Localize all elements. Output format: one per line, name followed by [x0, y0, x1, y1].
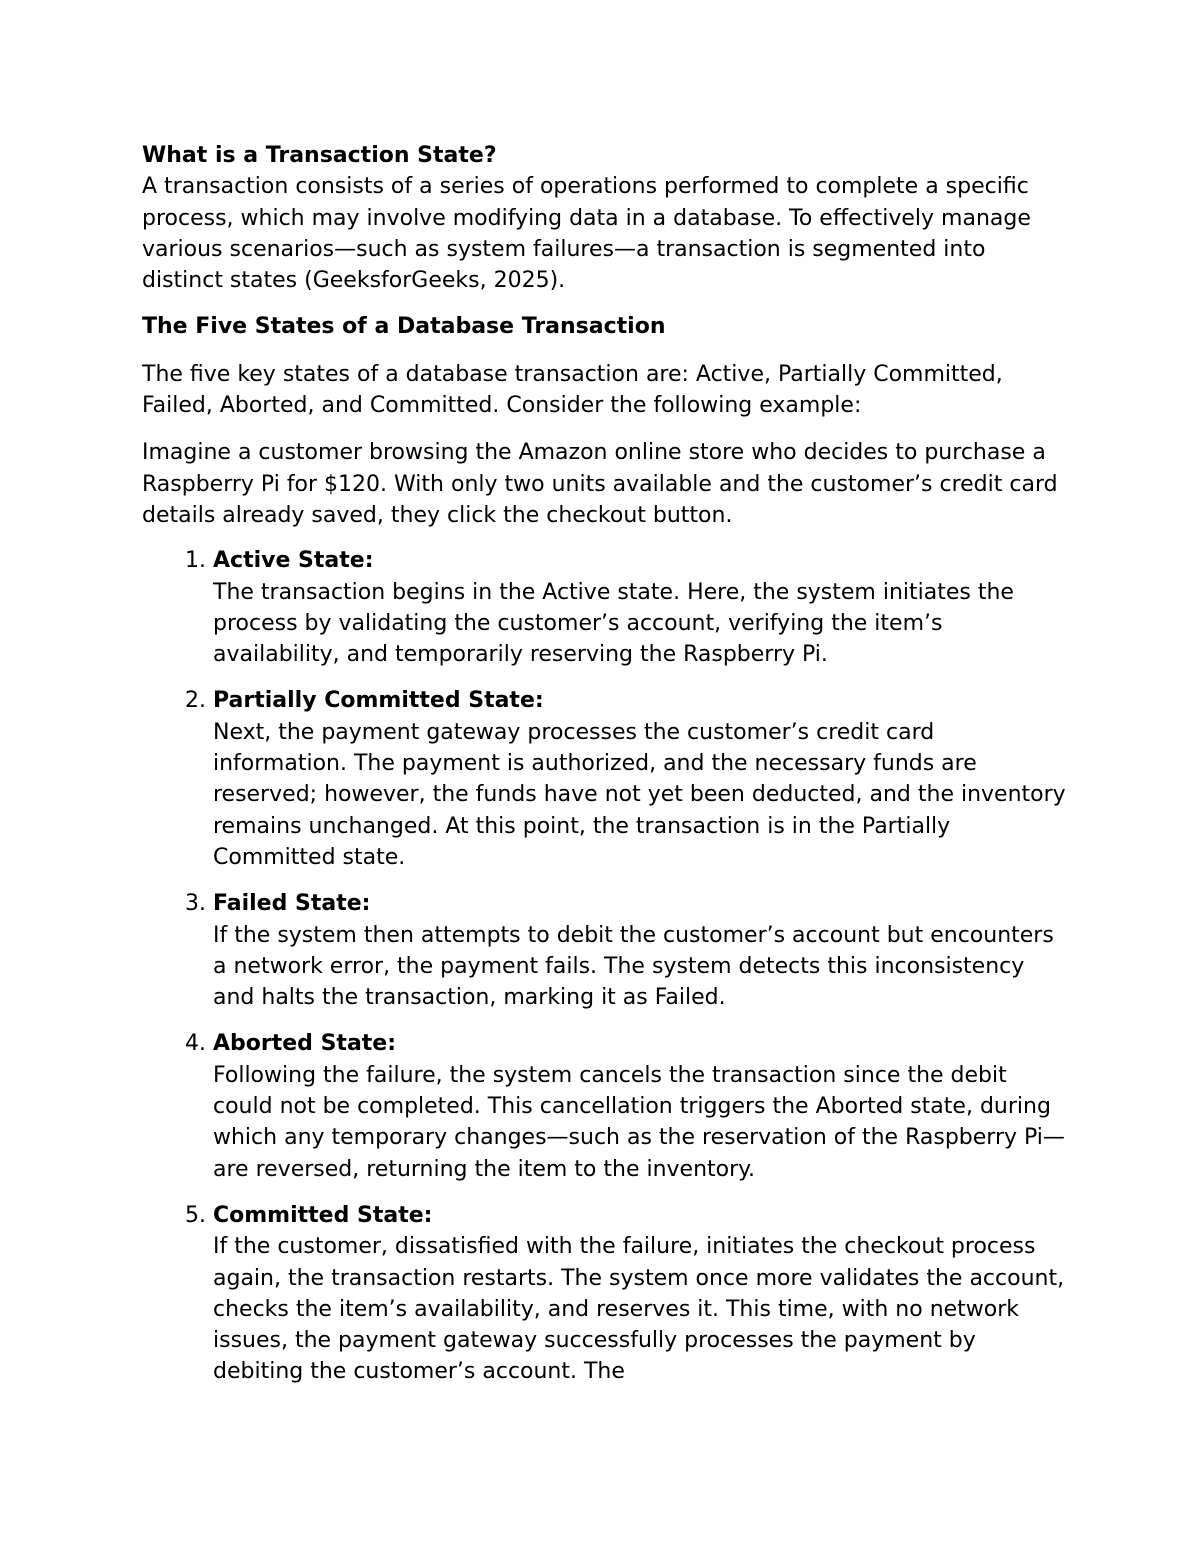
state-title: 1. Active State: [213, 548, 374, 574]
state-title: 4. Aborted State: [213, 1031, 397, 1057]
document-page [142, 140, 1072, 1403]
state-item-aborted [213, 1028, 1072, 1184]
state-item-active [213, 545, 1072, 670]
section-title: The Five States of a Database Transaction [142, 314, 666, 340]
states-list [142, 545, 1072, 1387]
overview-paragraph: The five key states of a database transaction are: Active, Partially Committed, Failed, Aborted, and Committed. Consider the following example: [142, 361, 1003, 419]
state-item-failed [213, 888, 1072, 1013]
state-item-partially-committed [213, 685, 1072, 873]
page-heading: What is a Transaction State? [142, 143, 497, 168]
state-description: If the system then attempts to debit the customer’s account but encounters a network error, the payment fails. The system detects this inconsistency and halts the transaction, marking it as Failed. [213, 922, 1054, 1011]
example-paragraph: Imagine a customer browsing the Amazon online store who decides to purchase a Raspberry Pi for $120. With only two units available and the customer’s credit card details already saved, they click the checkout button. [142, 440, 1058, 528]
state-title: 5. Committed State: [213, 1202, 433, 1228]
state-description: Following the failure, the system cancels the transaction since the debit could not be completed. This cancellation triggers the Aborted state, during which any temporary changes—such as the reservation of the Raspberry Pi—are reversed, returning the item to the inventory. [213, 1062, 1065, 1182]
state-description: If the customer, dissatisfied with the failure, initiates the checkout process again, the transaction restarts. The system once more validates the account, checks the item’s availability, and reserves it. This time, with no network issues, the payment gateway successfully processes the payment by debiting the customer’s account. The [213, 1234, 1065, 1385]
intro-paragraph: A transaction consists of a series of operations performed to complete a specific process, which may involve modifying data in a database. To effectively manage various scenarios—such as system failures—a transaction is segmented into distinct states (GeeksforGeeks, 2025). [142, 174, 1031, 294]
state-item-committed [213, 1200, 1072, 1388]
state-description: Next, the payment gateway processes the customer’s credit card information. The payment is authorized, and the necessary funds are reserved; however, the funds have not yet been deducted, and the inventory remains unchanged. At this point, the transaction is in the Partially Committed state. [213, 719, 1066, 870]
state-title: 2. Partially Committed State: [213, 688, 544, 714]
state-description: The transaction begins in the Active state. Here, the system initiates the process by validating the customer’s account, verifying the item’s availability, and temporarily reserving the Raspberry Pi. [213, 579, 1014, 668]
state-title: 3. Failed State: [213, 891, 371, 917]
